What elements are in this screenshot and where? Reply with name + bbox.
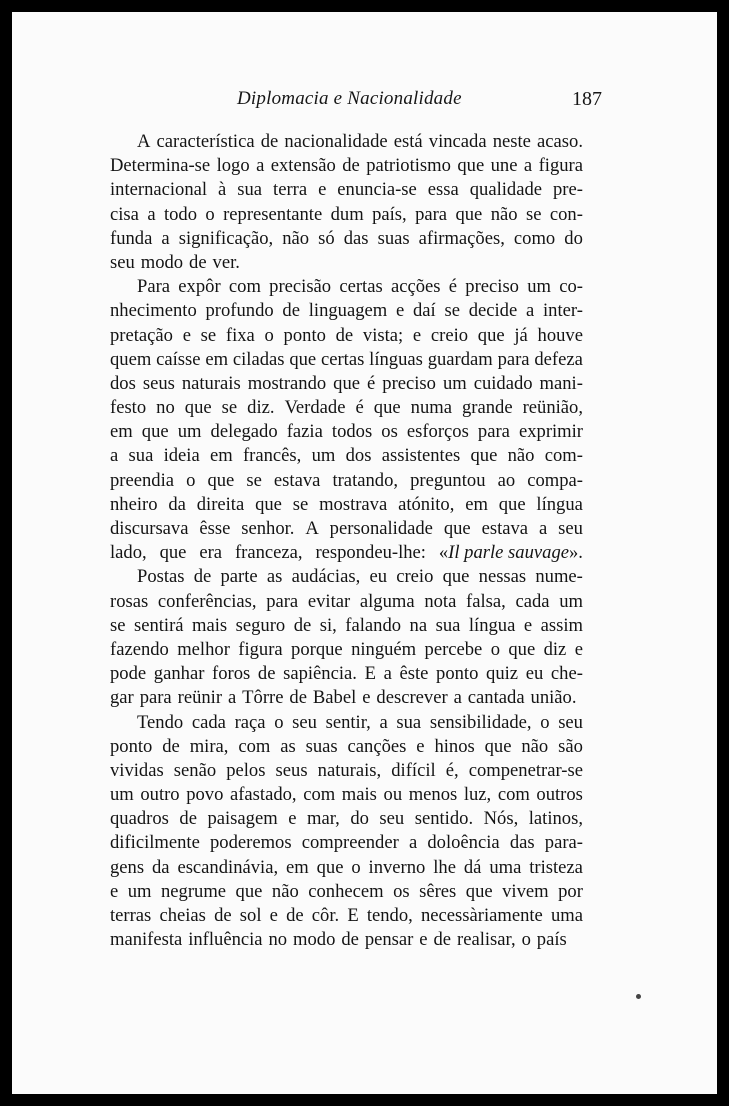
text-line: Para expôr com precisão certas acções é preciso um co- <box>137 276 583 298</box>
running-head <box>237 88 602 114</box>
text-line: quadros de paisagem e mar, do seu sentido. Nós, latinos, <box>110 808 583 830</box>
text-line: rosas conferências, para evitar alguma nota falsa, cada um <box>110 590 583 612</box>
text-line: nheiro da direita que se mostrava atónito, em que língua <box>110 493 583 515</box>
ink-speck <box>636 994 641 999</box>
text-line: gens da escandinávia, em que o inverno lhe dá uma tristeza <box>110 856 583 878</box>
text-line: terras cheias de sol e de côr. E tendo, necessàriamente uma <box>110 905 583 926</box>
text-line: dificilmente poderemos compreender a doloência das para- <box>110 832 583 854</box>
text-line: Determina-se logo a extensão de patriotismo que une a figura <box>110 155 583 177</box>
text-line: gar para reünir a Tôrre de Babel e descrever a cantada união. <box>110 687 577 709</box>
text-line: pode ganhar foros de sapiência. E a êste ponto quiz eu che- <box>110 663 583 685</box>
final-line-suffix: ». <box>569 542 583 564</box>
text-line: pretação e se fixa o ponto de vista; e creio que já houve <box>110 324 583 346</box>
body-text <box>110 130 583 952</box>
paragraph <box>110 275 583 565</box>
text-line: em que um delegado fazia todos os esforços para exprimir <box>110 421 583 443</box>
text-line: quem caísse em ciladas que certas línguas guardam para defeza <box>110 348 583 370</box>
text-line: manifesta influência no modo de pensar e de realisar, o país <box>110 929 567 951</box>
text-line: dos seus naturais mostrando que é preciso um cuidado mani- <box>110 372 583 394</box>
text-line: Postas de parte as audácias, eu creio que nessas nume- <box>137 566 583 588</box>
text-line: cisa a todo o representante dum país, para que não se con- <box>110 203 583 225</box>
page-number: 187 <box>572 88 602 110</box>
paragraph <box>110 565 583 710</box>
text-line: se sentirá mais seguro de si, falando na sua língua e assim <box>110 614 583 636</box>
text-line: seu modo de ver. <box>110 251 240 273</box>
text-line: ponto de mira, com as suas canções e hinos que não são <box>110 735 583 757</box>
text-line: internacional à sua terra e enuncia-se essa qualidade pre- <box>110 179 583 201</box>
running-title: Diplomacia e Nacionalidade <box>237 88 462 109</box>
text-line: a sua ideia em francês, um dos assistentes que não com- <box>110 445 583 467</box>
text-line: fazendo melhor figura porque ninguém percebe o que diz e <box>110 638 583 660</box>
text-line: e um negrume que não conhecem os sêres que vivem por <box>110 880 583 902</box>
text-line: um outro povo afastado, com mais ou menos luz, com outros <box>110 784 583 806</box>
text-line: Tendo cada raça o seu sentir, a sua sensibilidade, o seu <box>137 711 583 733</box>
text-line: preendia o que se estava tratando, preguntou ao compa- <box>110 469 583 491</box>
text-line: lado, que era franceza, respondeu-lhe: «Il parle sauvage». <box>110 542 583 564</box>
text-line: festo no que se diz. Verdade é que numa grande reünião, <box>110 397 583 419</box>
text-line: nhecimento profundo de linguagem e daí se decide a inter- <box>110 300 583 322</box>
text-line: discursava êsse senhor. A personalidade que estava a seu <box>110 518 583 539</box>
book-page <box>12 12 717 1094</box>
text-line: A característica de nacionalidade está vincada neste acaso. <box>137 131 583 152</box>
paragraph <box>110 130 583 275</box>
text-line: vividas senão pelos seus naturais, difícil é, compenetrar-se <box>110 759 583 781</box>
paragraph <box>110 711 583 953</box>
text-line: funda a significação, não só das suas afirmações, como do <box>110 227 583 249</box>
quoted-phrase: Il parle sauvage <box>448 542 569 564</box>
